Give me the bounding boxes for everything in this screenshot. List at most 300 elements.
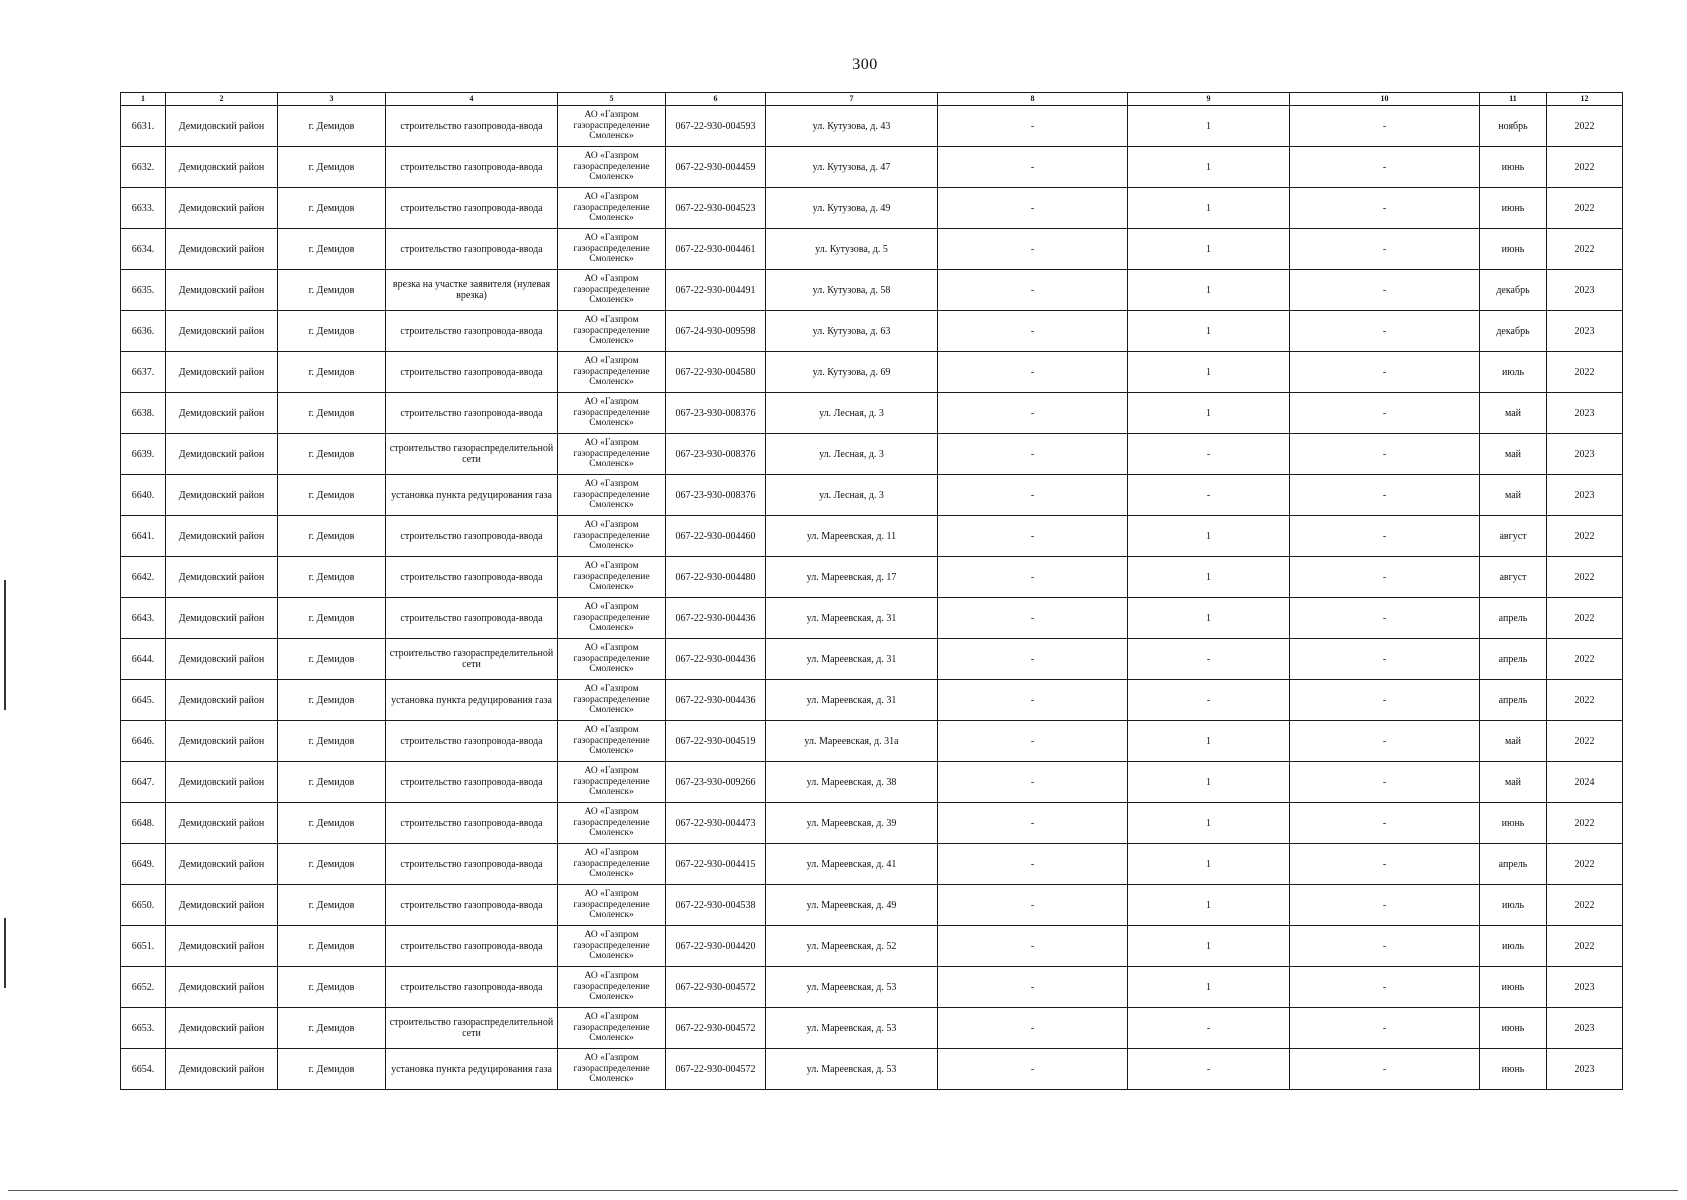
cell-contract-number: 067-22-930-004461: [666, 229, 766, 270]
cell-contract-number: 067-22-930-004436: [666, 598, 766, 639]
cell-col9-value: -: [1128, 434, 1290, 475]
cell-col9-value: 1: [1128, 803, 1290, 844]
cell-address: ул. Кутузова, д. 47: [766, 147, 938, 188]
table-row: [121, 926, 1623, 967]
cell-row-number: 6647.: [121, 762, 166, 803]
cell-col8-value: -: [938, 598, 1128, 639]
cell-district: Демидовский район: [166, 147, 278, 188]
cell-year: 2023: [1547, 393, 1623, 434]
table-row: [121, 434, 1623, 475]
cell-address: ул. Кутузова, д. 63: [766, 311, 938, 352]
cell-organization: АО «Газпром газораспределение Смоленск»: [558, 680, 666, 721]
cell-work-type: строительство газопровода-ввода: [386, 885, 558, 926]
cell-col8-value: -: [938, 270, 1128, 311]
cell-col10-value: -: [1290, 557, 1480, 598]
cell-month: июль: [1480, 352, 1547, 393]
column-header-7: 7: [766, 93, 938, 106]
cell-col9-value: 1: [1128, 967, 1290, 1008]
cell-district: Демидовский район: [166, 598, 278, 639]
cell-settlement: г. Демидов: [278, 885, 386, 926]
cell-year: 2022: [1547, 352, 1623, 393]
cell-settlement: г. Демидов: [278, 721, 386, 762]
cell-year: 2022: [1547, 106, 1623, 147]
cell-month: июнь: [1480, 967, 1547, 1008]
scan-mark: [4, 580, 6, 710]
cell-year: 2023: [1547, 967, 1623, 1008]
cell-organization: АО «Газпром газораспределение Смоленск»: [558, 803, 666, 844]
table-row: [121, 721, 1623, 762]
table-row: [121, 475, 1623, 516]
cell-year: 2022: [1547, 639, 1623, 680]
table-row: [121, 680, 1623, 721]
cell-col9-value: 1: [1128, 926, 1290, 967]
column-header-8: 8: [938, 93, 1128, 106]
table-row: [121, 803, 1623, 844]
cell-month: июнь: [1480, 803, 1547, 844]
cell-work-type: строительство газопровода-ввода: [386, 598, 558, 639]
cell-year: 2023: [1547, 434, 1623, 475]
cell-organization: АО «Газпром газораспределение Смоленск»: [558, 926, 666, 967]
cell-col10-value: -: [1290, 106, 1480, 147]
cell-district: Демидовский район: [166, 762, 278, 803]
column-header-12: 12: [1547, 93, 1623, 106]
cell-settlement: г. Демидов: [278, 557, 386, 598]
cell-col9-value: 1: [1128, 106, 1290, 147]
cell-district: Демидовский район: [166, 844, 278, 885]
cell-contract-number: 067-23-930-008376: [666, 434, 766, 475]
cell-work-type: установка пункта редуцирования газа: [386, 680, 558, 721]
cell-settlement: г. Демидов: [278, 147, 386, 188]
cell-col9-value: 1: [1128, 844, 1290, 885]
cell-month: апрель: [1480, 680, 1547, 721]
table-row: [121, 844, 1623, 885]
cell-col10-value: -: [1290, 434, 1480, 475]
cell-contract-number: 067-22-930-004473: [666, 803, 766, 844]
cell-row-number: 6646.: [121, 721, 166, 762]
cell-col8-value: -: [938, 147, 1128, 188]
cell-address: ул. Мареевская, д. 53: [766, 967, 938, 1008]
cell-year: 2022: [1547, 844, 1623, 885]
scan-mark: [4, 918, 6, 988]
cell-work-type: строительство газопровода-ввода: [386, 352, 558, 393]
cell-year: 2022: [1547, 680, 1623, 721]
cell-contract-number: 067-22-930-004415: [666, 844, 766, 885]
cell-month: июнь: [1480, 1049, 1547, 1090]
table-row: [121, 106, 1623, 147]
cell-contract-number: 067-22-930-004572: [666, 1049, 766, 1090]
cell-contract-number: 067-22-930-004519: [666, 721, 766, 762]
cell-col10-value: -: [1290, 147, 1480, 188]
cell-month: август: [1480, 516, 1547, 557]
cell-contract-number: 067-22-930-004593: [666, 106, 766, 147]
cell-row-number: 6641.: [121, 516, 166, 557]
cell-contract-number: 067-22-930-004572: [666, 1008, 766, 1049]
cell-col8-value: -: [938, 188, 1128, 229]
cell-col9-value: -: [1128, 680, 1290, 721]
cell-row-number: 6635.: [121, 270, 166, 311]
cell-district: Демидовский район: [166, 1008, 278, 1049]
cell-month: июнь: [1480, 147, 1547, 188]
cell-col8-value: -: [938, 393, 1128, 434]
cell-row-number: 6654.: [121, 1049, 166, 1090]
table-row: [121, 311, 1623, 352]
cell-contract-number: 067-22-930-004420: [666, 926, 766, 967]
cell-row-number: 6643.: [121, 598, 166, 639]
cell-month: июнь: [1480, 1008, 1547, 1049]
cell-contract-number: 067-22-930-004580: [666, 352, 766, 393]
cell-year: 2022: [1547, 147, 1623, 188]
cell-col8-value: -: [938, 803, 1128, 844]
cell-col10-value: -: [1290, 475, 1480, 516]
cell-year: 2022: [1547, 229, 1623, 270]
cell-month: апрель: [1480, 598, 1547, 639]
cell-year: 2023: [1547, 1008, 1623, 1049]
cell-row-number: 6650.: [121, 885, 166, 926]
table-row: [121, 762, 1623, 803]
cell-contract-number: 067-22-930-004459: [666, 147, 766, 188]
cell-year: 2022: [1547, 557, 1623, 598]
cell-organization: АО «Газпром газораспределение Смоленск»: [558, 967, 666, 1008]
cell-address: ул. Мареевская, д. 49: [766, 885, 938, 926]
table-row: [121, 885, 1623, 926]
cell-address: ул. Кутузова, д. 43: [766, 106, 938, 147]
cell-address: ул. Лесная, д. 3: [766, 393, 938, 434]
cell-organization: АО «Газпром газораспределение Смоленск»: [558, 557, 666, 598]
cell-month: июнь: [1480, 188, 1547, 229]
cell-address: ул. Мареевская, д. 53: [766, 1049, 938, 1090]
cell-col8-value: -: [938, 721, 1128, 762]
column-header-10: 10: [1290, 93, 1480, 106]
cell-address: ул. Мареевская, д. 31а: [766, 721, 938, 762]
cell-address: ул. Мареевская, д. 39: [766, 803, 938, 844]
gasification-table: [120, 92, 1623, 1090]
cell-row-number: 6639.: [121, 434, 166, 475]
cell-col10-value: -: [1290, 352, 1480, 393]
cell-district: Демидовский район: [166, 680, 278, 721]
cell-contract-number: 067-22-930-004523: [666, 188, 766, 229]
footer-rule: [8, 1190, 1678, 1191]
cell-organization: АО «Газпром газораспределение Смоленск»: [558, 1049, 666, 1090]
cell-col9-value: 1: [1128, 229, 1290, 270]
cell-contract-number: 067-23-930-008376: [666, 475, 766, 516]
cell-district: Демидовский район: [166, 516, 278, 557]
cell-work-type: строительство газопровода-ввода: [386, 311, 558, 352]
cell-settlement: г. Демидов: [278, 229, 386, 270]
cell-year: 2022: [1547, 926, 1623, 967]
cell-work-type: строительство газопровода-ввода: [386, 926, 558, 967]
cell-settlement: г. Демидов: [278, 680, 386, 721]
cell-work-type: строительство газопровода-ввода: [386, 803, 558, 844]
cell-col8-value: -: [938, 844, 1128, 885]
cell-settlement: г. Демидов: [278, 393, 386, 434]
cell-address: ул. Кутузова, д. 58: [766, 270, 938, 311]
cell-row-number: 6653.: [121, 1008, 166, 1049]
cell-district: Демидовский район: [166, 229, 278, 270]
cell-organization: АО «Газпром газораспределение Смоленск»: [558, 885, 666, 926]
cell-row-number: 6637.: [121, 352, 166, 393]
cell-col10-value: -: [1290, 1008, 1480, 1049]
cell-col9-value: -: [1128, 475, 1290, 516]
cell-settlement: г. Демидов: [278, 188, 386, 229]
cell-organization: АО «Газпром газораспределение Смоленск»: [558, 147, 666, 188]
cell-month: ноябрь: [1480, 106, 1547, 147]
cell-row-number: 6652.: [121, 967, 166, 1008]
cell-row-number: 6634.: [121, 229, 166, 270]
cell-row-number: 6640.: [121, 475, 166, 516]
cell-contract-number: 067-22-930-004480: [666, 557, 766, 598]
cell-address: ул. Мареевская, д. 52: [766, 926, 938, 967]
cell-col9-value: 1: [1128, 762, 1290, 803]
cell-col10-value: -: [1290, 311, 1480, 352]
cell-contract-number: 067-23-930-008376: [666, 393, 766, 434]
page-number: 300: [852, 56, 878, 73]
cell-year: 2022: [1547, 721, 1623, 762]
column-header-1: 1: [121, 93, 166, 106]
cell-month: апрель: [1480, 639, 1547, 680]
cell-organization: АО «Газпром газораспределение Смоленск»: [558, 311, 666, 352]
cell-organization: АО «Газпром газораспределение Смоленск»: [558, 721, 666, 762]
cell-col8-value: -: [938, 1049, 1128, 1090]
cell-col9-value: 1: [1128, 721, 1290, 762]
table-row: [121, 147, 1623, 188]
cell-address: ул. Мареевская, д. 53: [766, 1008, 938, 1049]
cell-col10-value: -: [1290, 721, 1480, 762]
cell-col9-value: 1: [1128, 393, 1290, 434]
table-row: [121, 1008, 1623, 1049]
cell-settlement: г. Демидов: [278, 352, 386, 393]
cell-col8-value: -: [938, 434, 1128, 475]
cell-year: 2022: [1547, 803, 1623, 844]
cell-settlement: г. Демидов: [278, 106, 386, 147]
cell-district: Демидовский район: [166, 352, 278, 393]
cell-col10-value: -: [1290, 516, 1480, 557]
cell-year: 2023: [1547, 311, 1623, 352]
cell-address: ул. Кутузова, д. 69: [766, 352, 938, 393]
cell-organization: АО «Газпром газораспределение Смоленск»: [558, 598, 666, 639]
cell-month: май: [1480, 721, 1547, 762]
cell-district: Демидовский район: [166, 311, 278, 352]
cell-address: ул. Кутузова, д. 5: [766, 229, 938, 270]
cell-settlement: г. Демидов: [278, 803, 386, 844]
cell-organization: АО «Газпром газораспределение Смоленск»: [558, 106, 666, 147]
cell-work-type: установка пункта редуцирования газа: [386, 475, 558, 516]
cell-work-type: строительство газопровода-ввода: [386, 393, 558, 434]
cell-work-type: строительство газопровода-ввода: [386, 967, 558, 1008]
cell-work-type: строительство газопровода-ввода: [386, 762, 558, 803]
cell-district: Демидовский район: [166, 393, 278, 434]
cell-col10-value: -: [1290, 270, 1480, 311]
cell-address: ул. Мареевская, д. 41: [766, 844, 938, 885]
cell-col10-value: -: [1290, 762, 1480, 803]
cell-district: Демидовский район: [166, 557, 278, 598]
cell-contract-number: 067-22-930-004538: [666, 885, 766, 926]
cell-address: ул. Мареевская, д. 38: [766, 762, 938, 803]
cell-col8-value: -: [938, 926, 1128, 967]
cell-col9-value: 1: [1128, 885, 1290, 926]
cell-month: май: [1480, 762, 1547, 803]
cell-col9-value: -: [1128, 1008, 1290, 1049]
table-row: [121, 393, 1623, 434]
cell-col10-value: -: [1290, 680, 1480, 721]
cell-settlement: г. Демидов: [278, 762, 386, 803]
cell-work-type: врезка на участке заявителя (нулевая врезка): [386, 270, 558, 311]
cell-year: 2022: [1547, 188, 1623, 229]
cell-row-number: 6642.: [121, 557, 166, 598]
table-row: [121, 1049, 1623, 1090]
cell-year: 2022: [1547, 516, 1623, 557]
cell-col10-value: -: [1290, 885, 1480, 926]
cell-row-number: 6636.: [121, 311, 166, 352]
cell-settlement: г. Демидов: [278, 1049, 386, 1090]
cell-contract-number: 067-22-930-004436: [666, 680, 766, 721]
cell-organization: АО «Газпром газораспределение Смоленск»: [558, 393, 666, 434]
cell-contract-number: 067-22-930-004460: [666, 516, 766, 557]
cell-organization: АО «Газпром газораспределение Смоленск»: [558, 188, 666, 229]
cell-col10-value: -: [1290, 926, 1480, 967]
cell-month: май: [1480, 393, 1547, 434]
cell-organization: АО «Газпром газораспределение Смоленск»: [558, 1008, 666, 1049]
cell-col8-value: -: [938, 762, 1128, 803]
table-row: [121, 639, 1623, 680]
table-row: [121, 967, 1623, 1008]
cell-organization: АО «Газпром газораспределение Смоленск»: [558, 229, 666, 270]
cell-row-number: 6638.: [121, 393, 166, 434]
cell-settlement: г. Демидов: [278, 926, 386, 967]
cell-month: май: [1480, 434, 1547, 475]
cell-col8-value: -: [938, 352, 1128, 393]
cell-district: Демидовский район: [166, 721, 278, 762]
table-row: [121, 557, 1623, 598]
cell-row-number: 6632.: [121, 147, 166, 188]
table-header: [121, 93, 1623, 106]
cell-col9-value: -: [1128, 1049, 1290, 1090]
cell-col9-value: 1: [1128, 557, 1290, 598]
column-header-6: 6: [666, 93, 766, 106]
cell-organization: АО «Газпром газораспределение Смоленск»: [558, 475, 666, 516]
cell-year: 2022: [1547, 885, 1623, 926]
header-row: [121, 93, 1623, 106]
cell-district: Демидовский район: [166, 967, 278, 1008]
cell-month: июль: [1480, 926, 1547, 967]
cell-col8-value: -: [938, 106, 1128, 147]
cell-settlement: г. Демидов: [278, 434, 386, 475]
cell-row-number: 6644.: [121, 639, 166, 680]
cell-work-type: строительство газопровода-ввода: [386, 229, 558, 270]
cell-work-type: установка пункта редуцирования газа: [386, 1049, 558, 1090]
cell-district: Демидовский район: [166, 1049, 278, 1090]
cell-district: Демидовский район: [166, 475, 278, 516]
cell-col9-value: 1: [1128, 516, 1290, 557]
cell-work-type: строительство газопровода-ввода: [386, 516, 558, 557]
cell-year: 2023: [1547, 1049, 1623, 1090]
cell-col10-value: -: [1290, 639, 1480, 680]
cell-col10-value: -: [1290, 967, 1480, 1008]
cell-address: ул. Мареевская, д. 11: [766, 516, 938, 557]
cell-organization: АО «Газпром газораспределение Смоленск»: [558, 844, 666, 885]
cell-contract-number: 067-22-930-004491: [666, 270, 766, 311]
cell-district: Демидовский район: [166, 885, 278, 926]
cell-year: 2024: [1547, 762, 1623, 803]
table-row: [121, 188, 1623, 229]
cell-col9-value: 1: [1128, 352, 1290, 393]
cell-col9-value: 1: [1128, 147, 1290, 188]
cell-col9-value: 1: [1128, 270, 1290, 311]
cell-settlement: г. Демидов: [278, 1008, 386, 1049]
cell-month: декабрь: [1480, 270, 1547, 311]
cell-organization: АО «Газпром газораспределение Смоленск»: [558, 434, 666, 475]
cell-address: ул. Мареевская, д. 31: [766, 639, 938, 680]
cell-organization: АО «Газпром газораспределение Смоленск»: [558, 352, 666, 393]
cell-address: ул. Мареевская, д. 17: [766, 557, 938, 598]
cell-work-type: строительство газопровода-ввода: [386, 188, 558, 229]
cell-work-type: строительство газопровода-ввода: [386, 147, 558, 188]
cell-settlement: г. Демидов: [278, 639, 386, 680]
cell-contract-number: 067-22-930-004436: [666, 639, 766, 680]
cell-contract-number: 067-23-930-009266: [666, 762, 766, 803]
cell-row-number: 6648.: [121, 803, 166, 844]
cell-col8-value: -: [938, 1008, 1128, 1049]
table-row: [121, 352, 1623, 393]
cell-settlement: г. Демидов: [278, 967, 386, 1008]
cell-month: апрель: [1480, 844, 1547, 885]
cell-organization: АО «Газпром газораспределение Смоленск»: [558, 639, 666, 680]
cell-organization: АО «Газпром газораспределение Смоленск»: [558, 762, 666, 803]
cell-col9-value: 1: [1128, 311, 1290, 352]
cell-col8-value: -: [938, 639, 1128, 680]
cell-settlement: г. Демидов: [278, 844, 386, 885]
cell-col9-value: -: [1128, 639, 1290, 680]
cell-year: 2022: [1547, 598, 1623, 639]
cell-col8-value: -: [938, 229, 1128, 270]
cell-col8-value: -: [938, 680, 1128, 721]
cell-col10-value: -: [1290, 844, 1480, 885]
cell-district: Демидовский район: [166, 188, 278, 229]
cell-district: Демидовский район: [166, 639, 278, 680]
cell-organization: АО «Газпром газораспределение Смоленск»: [558, 270, 666, 311]
cell-address: ул. Кутузова, д. 49: [766, 188, 938, 229]
cell-col10-value: -: [1290, 229, 1480, 270]
cell-district: Демидовский район: [166, 803, 278, 844]
cell-month: декабрь: [1480, 311, 1547, 352]
cell-col8-value: -: [938, 967, 1128, 1008]
cell-contract-number: 067-24-930-009598: [666, 311, 766, 352]
cell-address: ул. Лесная, д. 3: [766, 475, 938, 516]
cell-col8-value: -: [938, 557, 1128, 598]
column-header-4: 4: [386, 93, 558, 106]
cell-work-type: строительство газораспределительной сети: [386, 639, 558, 680]
cell-district: Демидовский район: [166, 270, 278, 311]
cell-col9-value: 1: [1128, 188, 1290, 229]
cell-col8-value: -: [938, 885, 1128, 926]
cell-settlement: г. Демидов: [278, 270, 386, 311]
cell-col8-value: -: [938, 475, 1128, 516]
cell-district: Демидовский район: [166, 926, 278, 967]
cell-row-number: 6651.: [121, 926, 166, 967]
table-row: [121, 270, 1623, 311]
cell-organization: АО «Газпром газораспределение Смоленск»: [558, 516, 666, 557]
table-body: [121, 106, 1623, 1090]
cell-settlement: г. Демидов: [278, 598, 386, 639]
table-row: [121, 598, 1623, 639]
cell-work-type: строительство газораспределительной сети: [386, 434, 558, 475]
cell-col10-value: -: [1290, 188, 1480, 229]
column-header-9: 9: [1128, 93, 1290, 106]
cell-month: май: [1480, 475, 1547, 516]
cell-settlement: г. Демидов: [278, 475, 386, 516]
cell-settlement: г. Демидов: [278, 516, 386, 557]
cell-col10-value: -: [1290, 598, 1480, 639]
cell-col10-value: -: [1290, 1049, 1480, 1090]
